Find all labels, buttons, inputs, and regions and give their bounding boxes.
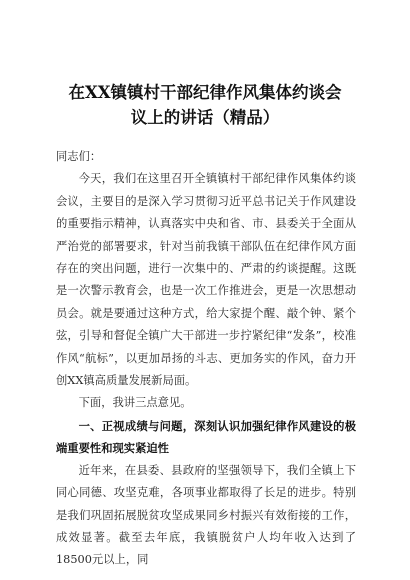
paragraph-outline: 下面，我讲三点意见。 — [78, 396, 192, 410]
salutation: 同志们： — [56, 150, 102, 163]
section-heading-1: 一、正视成绩与问题，深刻认识加强纪律作风建设的极端重要性和现实紧迫性 — [56, 418, 356, 456]
title-line-1: 在XX镇镇村干部纪律作风集体约谈会 — [68, 83, 342, 102]
paragraph-achievements: 近年来，在县委、县政府的坚强领导下，我们全镇上下同心同德、攻坚克难，各项事业都取得了长足的进步。特别是我们巩固拓展脱贫攻坚成果同乡村振兴有效衔接的工作，成效显著。截至去年底，我镇脱贫户人均年收入达到了18500元以上，同 — [56, 463, 356, 567]
paragraph-intro: 今天，我们在这里召开全镇镇村干部纪律作风集体约谈会议，主要目的是深入学习贯彻习近平总书记关于作风建设的重要指示精神，认真落实中央和省、市、县委关于全面从严治党的部署要求，针对当前我镇干部队伍在纪律作风方面存在的突出问题，进行一次集中的、严肃的约谈提醒。这既是一次警示教育会，也是一次工作推进会，更是一次思想动员会。就是要通过这种方式，给大家提个醒、敲个钟、紧个弦，引导和督促全镇广大干部进一步拧紧纪律“发条”，校准作风“航标”，以更加昂扬的斗志、更加务实的作风，奋力开创XX镇高质量发展新局面。 — [56, 172, 356, 388]
document-body — [56, 146, 356, 572]
title-line-2: 议上的讲话（精品） — [130, 108, 280, 127]
document-title — [40, 80, 370, 130]
